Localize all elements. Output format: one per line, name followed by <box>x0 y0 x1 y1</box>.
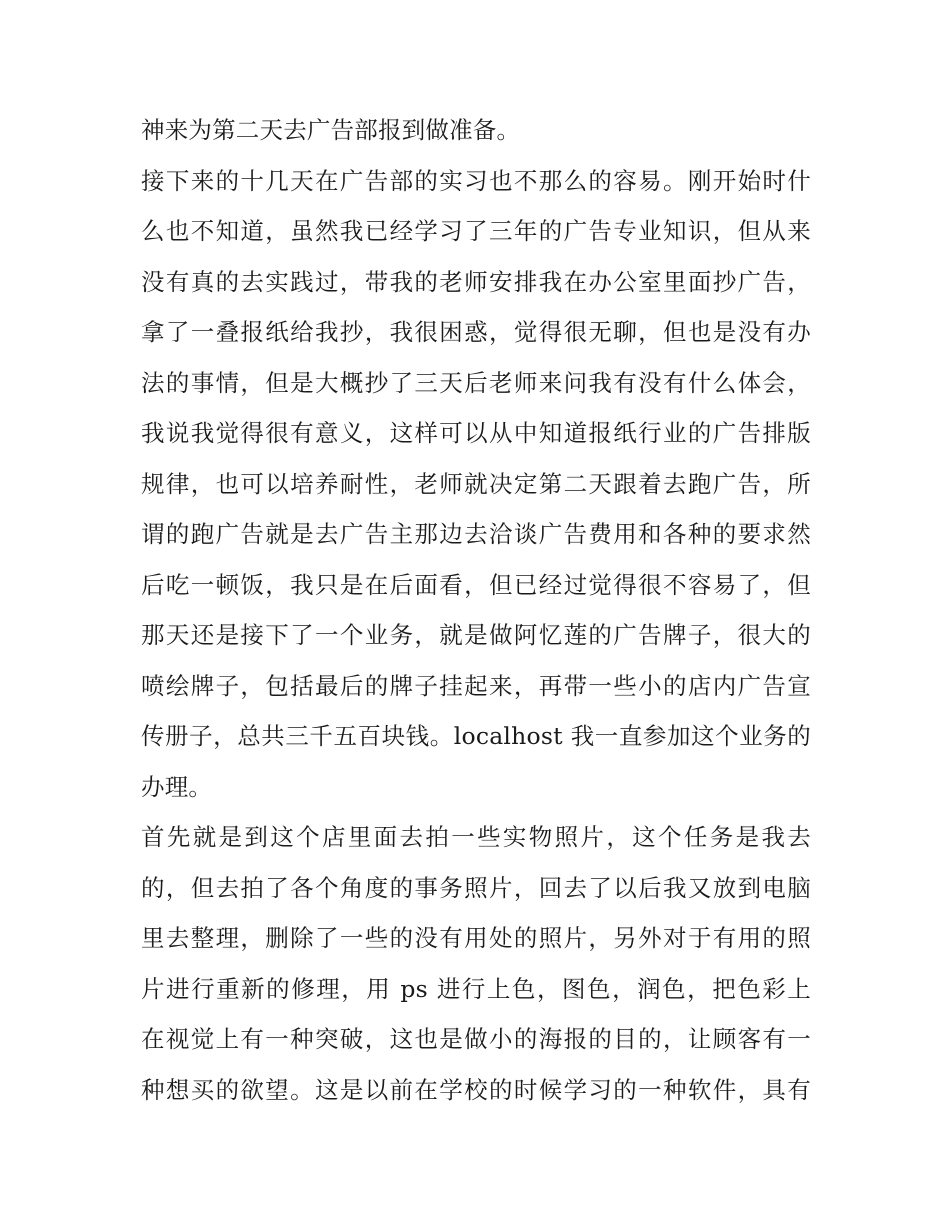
text-line: 没有真的去实践过，带我的老师安排我在办公室里面抄广告， <box>141 267 811 296</box>
text-line: 么也不知道，虽然我已经学习了三年的广告专业知识，但从来 <box>141 217 811 245</box>
text-line: 拿了一叠报纸给我抄，我很困惑，觉得很无聊，但也是没有办 <box>141 318 811 346</box>
text-line: 在视觉上有一种突破，这也是做小的海报的目的，让顾客有一 <box>141 1025 811 1053</box>
text-line: 首先就是到这个店里面去拍一些实物照片，这个任务是我去 <box>141 823 811 851</box>
text-line: 的，但去拍了各个角度的事务照片，回去了以后我又放到电脑 <box>141 873 811 902</box>
text-line: 喷绘牌子，包括最后的牌子挂起来，再带一些小的店内广告宣 <box>141 671 811 700</box>
text-line: 接下来的十几天在广告部的实习也不那么的容易。刚开始时什 <box>141 166 811 195</box>
paragraph-1 <box>141 105 811 156</box>
paragraph-2 <box>141 156 811 813</box>
text-line: 谓的跑广告就是去广告主那边去洽谈广告费用和各种的要求然 <box>141 520 811 548</box>
paragraph-3 <box>141 812 811 1115</box>
text-line: 后吃一顿饭，我只是在后面看，但已经过觉得很不容易了，但 <box>141 570 811 599</box>
text-line: 神来为第二天去广告部报到做准备。 <box>141 116 521 144</box>
text-line: 那天还是接下了一个业务，就是做阿忆莲的广告牌子，很大的 <box>141 621 811 649</box>
text-line: 规律，也可以培养耐性，老师就决定第二天跟着去跑广告，所 <box>141 469 811 498</box>
text-line: 里去整理，删除了一些的没有用处的照片，另外对于有用的照 <box>141 924 811 952</box>
text-line: 种想买的欲望。这是以前在学校的时候学习的一种软件，具有 <box>141 1075 811 1104</box>
text-line: 传册子，总共三千五百块钱。localhost 我一直参加这个业务的 <box>141 722 811 750</box>
document-body <box>141 105 811 1115</box>
text-line: 片进行重新的修理，用 ps 进行上色，图色，润色，把色彩上 <box>141 974 811 1003</box>
text-line: 办理。 <box>141 772 213 801</box>
text-line: 我说我觉得很有意义，这样可以从中知道报纸行业的广告排版 <box>141 419 811 447</box>
text-line: 法的事情，但是大概抄了三天后老师来问我有没有什么体会， <box>141 368 811 397</box>
